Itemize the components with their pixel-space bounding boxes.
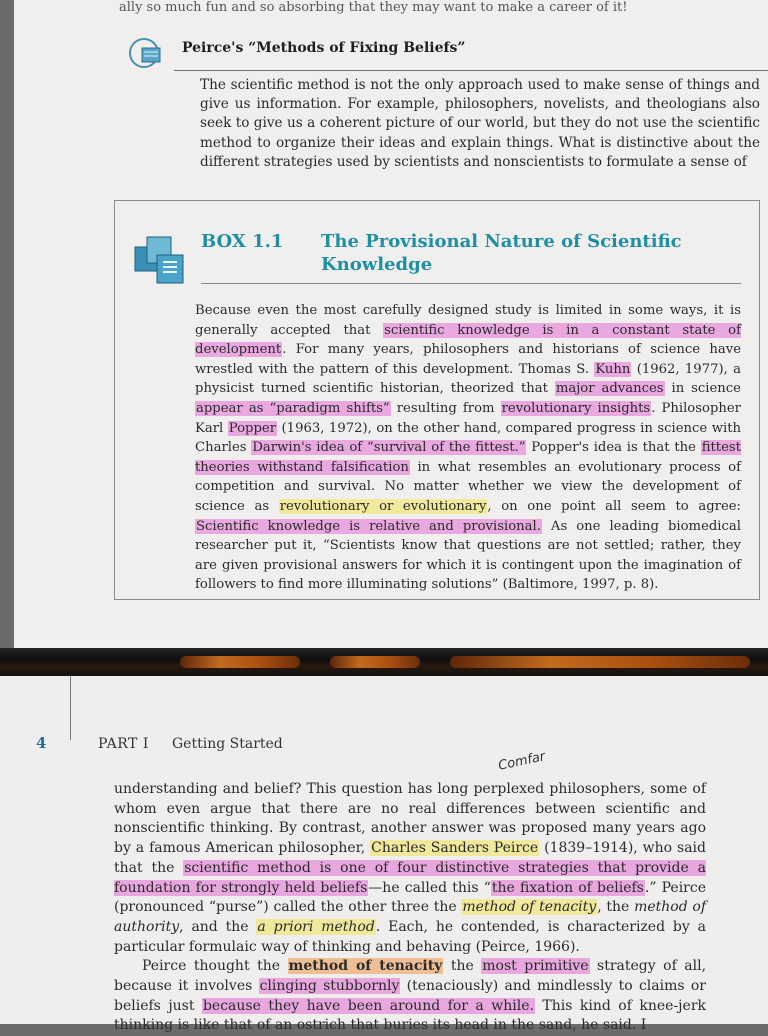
- page-gap: [0, 648, 768, 678]
- highlighted-text: a priori method: [257, 918, 375, 935]
- body-paragraph: [114, 780, 706, 1036]
- box-title-divider: [201, 283, 741, 284]
- seam-highlight: [450, 656, 750, 668]
- box-title-line-1: The Provisional Nature of Scientific: [321, 231, 682, 252]
- box-label: BOX 1.1: [201, 231, 284, 252]
- highlighted-text: Kuhn: [595, 361, 631, 377]
- text-run: the: [443, 958, 482, 975]
- bottom-page: [0, 676, 768, 1034]
- header-vertical-rule: [70, 676, 71, 740]
- box-title-line-2: Knowledge: [321, 254, 433, 275]
- section-title: Peirce's “Methods of Fixing Beliefs”: [182, 40, 466, 56]
- text-run: . Each, he contended, is characterized by a particular formulaic way of thinking and behaving (Peirce, 1966).: [114, 918, 706, 955]
- highlighted-text: clinging stubbornly: [259, 978, 400, 995]
- highlighted-text: scientific knowledge is in a constant state of development: [195, 322, 741, 358]
- text-run: , the: [597, 899, 635, 916]
- text-run: resulting from: [390, 400, 501, 416]
- text-run: . Philosopher Karl: [195, 400, 741, 436]
- highlighted-text: revolutionary insights: [501, 400, 651, 416]
- box-1-1: [114, 200, 760, 600]
- text-run: (1839–1914), who said that the: [114, 840, 706, 876]
- text-run: , and the: [179, 918, 257, 935]
- text-run: Peirce thought the: [142, 958, 288, 975]
- chapter-label: Getting Started: [172, 736, 283, 752]
- stacked-papers-icon: [133, 233, 191, 289]
- highlighted-text: the fixation of beliefs: [491, 879, 644, 896]
- cut-off-line: ally so much fun and so absorbing that they may want to make a career of it!: [119, 0, 628, 15]
- text-run: (1963, 1972), on the other hand, compared progress in science with Charles: [195, 420, 741, 456]
- highlighted-text: Charles Sanders Peirce: [371, 840, 539, 857]
- highlighted-text: method of tenacity: [462, 899, 597, 916]
- highlighted-text: Darwin's idea of “survival of the fittest.”: [252, 440, 526, 456]
- box-paragraph: [195, 301, 741, 595]
- page-number: 4: [36, 734, 47, 752]
- highlighted-text: major advances: [555, 381, 664, 397]
- highlighted-text: fittest theories withstand falsification: [195, 440, 741, 475]
- section-header: [124, 36, 764, 76]
- part-label: PART I: [98, 736, 149, 752]
- text-run: (1962, 1977), a physicist turned scientific historian, theorized that: [195, 361, 741, 397]
- text-run: in science: [664, 381, 741, 397]
- text-run: , on one point all seem to agree:: [487, 498, 742, 514]
- text-run: As one leading biomedical researcher put it, “Scientists know that questions are not settled; rather, they are given provisional answers for which it is contingent upon the imagination of followers to find more illuminating solutions” (Baltimore, 1997, p. 8).: [195, 518, 741, 593]
- handwritten-note: Comfar: [496, 749, 547, 774]
- text-run: method of authority: [114, 899, 707, 935]
- highlighted-text: scientific method is one of four distinctive strategies that provide a foundation for strongly held beliefs: [114, 859, 706, 896]
- text-run: .” Peirce (pronounced “purse”) called the other three the: [114, 879, 707, 916]
- text-run: Because even the most carefully designed study is limited in some ways, it is generally accepted that: [195, 303, 741, 338]
- highlighted-text: appear as “paradigm shifts”: [196, 400, 390, 416]
- text-run: (tenaciously) and mindlessly to claims or beliefs just: [114, 978, 706, 1014]
- text-run: in what resembles an evolutionary process of competition and survival. No matter whether we view the development of science as: [195, 459, 741, 514]
- highlighted-text: because they have been around for a while.: [202, 997, 534, 1014]
- intro-paragraph: The scientific method is not the only approach used to make sense of things and give us information. For example, philosophers, novelists, and theologians also seek to give us a coherent picture of our world, but they do not use the scientific method to organize their ideas and explain things. What is distinctive about the different strategies used by scientists and nonscientists to formulate a sense of: [200, 77, 760, 170]
- text-run: Popper's idea is that the: [526, 440, 701, 456]
- section-divider: [174, 70, 768, 71]
- text-run: This kind of knee-jerk thinking is like that of an ostrich that buries its head in the sand, he said. I: [114, 997, 706, 1034]
- top-page: [14, 0, 768, 650]
- book-icon: [128, 36, 164, 70]
- text-run: strategy of all, because it involves: [114, 958, 707, 995]
- highlighted-text: method of tenacity: [288, 958, 443, 975]
- seam-highlight: [330, 656, 420, 668]
- highlighted-text: most primitive: [482, 958, 589, 975]
- text-run: . For many years, philosophers and historians of science have wrestled with the pattern of this development. Thomas S.: [195, 342, 741, 377]
- highlighted-text: Scientific knowledge is relative and provisional.: [196, 518, 541, 534]
- seam-highlight: [180, 656, 300, 668]
- text-run: understanding and belief? This question has long perplexed philosophers, some of whom even argue that there are no real differences between scientific and nonscientific thinking. By contrast, another answer was proposed many years ago by a famous American philosopher,: [114, 781, 706, 857]
- highlighted-text: revolutionary or evolutionary: [279, 498, 487, 514]
- text-run: —he called this “: [368, 879, 491, 896]
- highlighted-text: Popper: [228, 420, 277, 436]
